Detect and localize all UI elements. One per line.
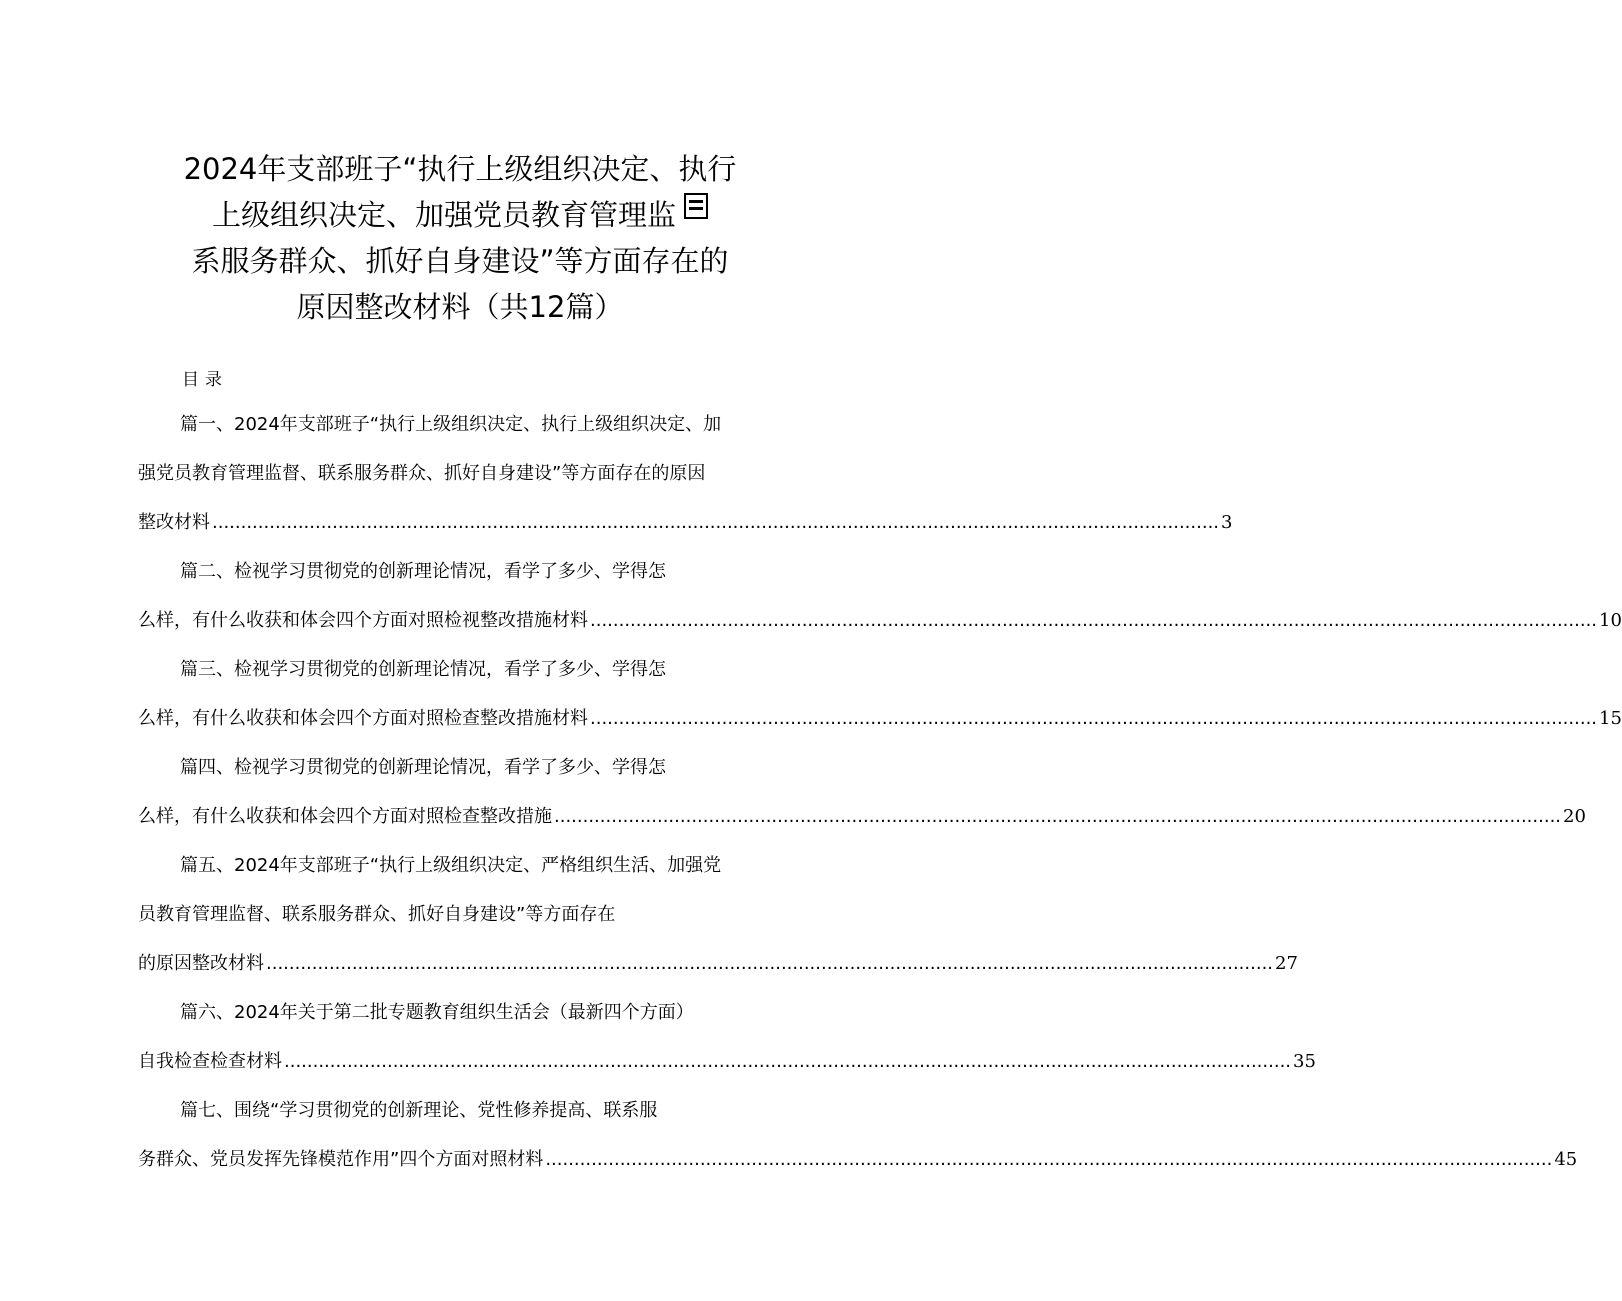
leader-dots: ................................................................................................................................................................................ (284, 1051, 1292, 1072)
toc-entry-3[interactable] (138, 645, 1622, 743)
toc-entry-text: 么样，有什么收获和体会四个方面对照检查整改措施材料 (138, 708, 588, 729)
toc-entry-line: 篇五、2024年支部班子“执行上级组织决定、严格组织生活、加强党 (180, 855, 722, 876)
toc-entry-last-line (138, 1135, 1578, 1184)
page-number: 45 (1554, 1149, 1578, 1170)
title-line-3: 系服务群众、抓好自身建设”等方面存在的 (191, 244, 729, 278)
toc-entry-text: 务群众、党员发挥先锋模范作用”四个方面对照材料 (138, 1149, 544, 1170)
toc-entry-4[interactable] (138, 743, 1586, 841)
leader-dots: ................................................................................................................................................................................ (545, 1149, 1553, 1170)
title-line-4: 原因整改材料（共12篇） (296, 290, 624, 324)
stamp-icon (684, 193, 708, 219)
page-number: 3 (1221, 512, 1233, 533)
toc-entry-text: 么样，有什么收获和体会四个方面对照检视整改措施材料 (138, 610, 588, 631)
page-number: 20 (1563, 806, 1586, 827)
toc-entry-line: 员教育管理监督、联系服务群众、抓好自身建设”等方面存在 (138, 904, 616, 925)
title-line-1: 2024年支部班子“执行上级组织决定、执行 (183, 152, 737, 186)
toc-entry-text: 自我检查检查材料 (138, 1051, 282, 1072)
title-line-2-text: 上级组织决定、加强党员教育管理监 (211, 198, 676, 232)
leader-dots: ................................................................................................................................................................................ (590, 708, 1598, 729)
toc-entry-1[interactable] (138, 400, 1233, 547)
page-number: 27 (1275, 953, 1298, 974)
toc-entry-5[interactable] (138, 841, 1298, 988)
toc-entry-text: 么样，有什么收获和体会四个方面对照检查整改措施 (138, 806, 552, 827)
toc-entry-last-line (138, 596, 1622, 645)
toc-entry-line: 篇六、2024年关于第二批专题教育组织生活会（最新四个方面） (180, 1002, 694, 1023)
toc-entry-line: 篇三、检视学习贯彻党的创新理论情况，看学了多少、学得怎 (180, 659, 666, 680)
toc-entry-last-line (138, 498, 1233, 547)
toc-entry-7[interactable] (138, 1086, 1578, 1184)
toc-entry-text: 整改材料 (138, 512, 210, 533)
leader-dots: ................................................................................................................................................................................ (554, 806, 1562, 827)
toc-entry-line: 篇一、2024年支部班子“执行上级组织决定、执行上级组织决定、加 (180, 414, 722, 435)
leader-dots: ................................................................................................................................................................................ (212, 512, 1220, 533)
page-number: 15 (1599, 708, 1622, 729)
table-of-contents (138, 400, 1622, 1184)
toc-entry-2[interactable] (138, 547, 1622, 645)
toc-entry-line: 篇四、检视学习贯彻党的创新理论情况，看学了多少、学得怎 (180, 757, 666, 778)
document-title (120, 146, 800, 330)
toc-entry-last-line (138, 694, 1622, 743)
leader-dots: ................................................................................................................................................................................ (266, 953, 1274, 974)
toc-entry-last-line (138, 792, 1586, 841)
toc-entry-text: 的原因整改材料 (138, 953, 264, 974)
toc-heading: 目录 (182, 370, 228, 390)
toc-entry-6[interactable] (138, 988, 1316, 1086)
toc-entry-line: 强党员教育管理监督、联系服务群众、抓好自身建设”等方面存在的原因 (138, 463, 706, 484)
page-number: 10 (1599, 610, 1622, 631)
title-line-2 (120, 192, 800, 238)
toc-entry-last-line (138, 1037, 1316, 1086)
page-number: 35 (1293, 1051, 1316, 1072)
toc-entry-line: 篇七、围绕“学习贯彻党的创新理论、党性修养提高、联系服 (180, 1100, 658, 1121)
toc-entry-line: 篇二、检视学习贯彻党的创新理论情况，看学了多少、学得怎 (180, 561, 666, 582)
toc-entry-last-line (138, 939, 1298, 988)
leader-dots: ................................................................................................................................................................................ (590, 610, 1598, 631)
